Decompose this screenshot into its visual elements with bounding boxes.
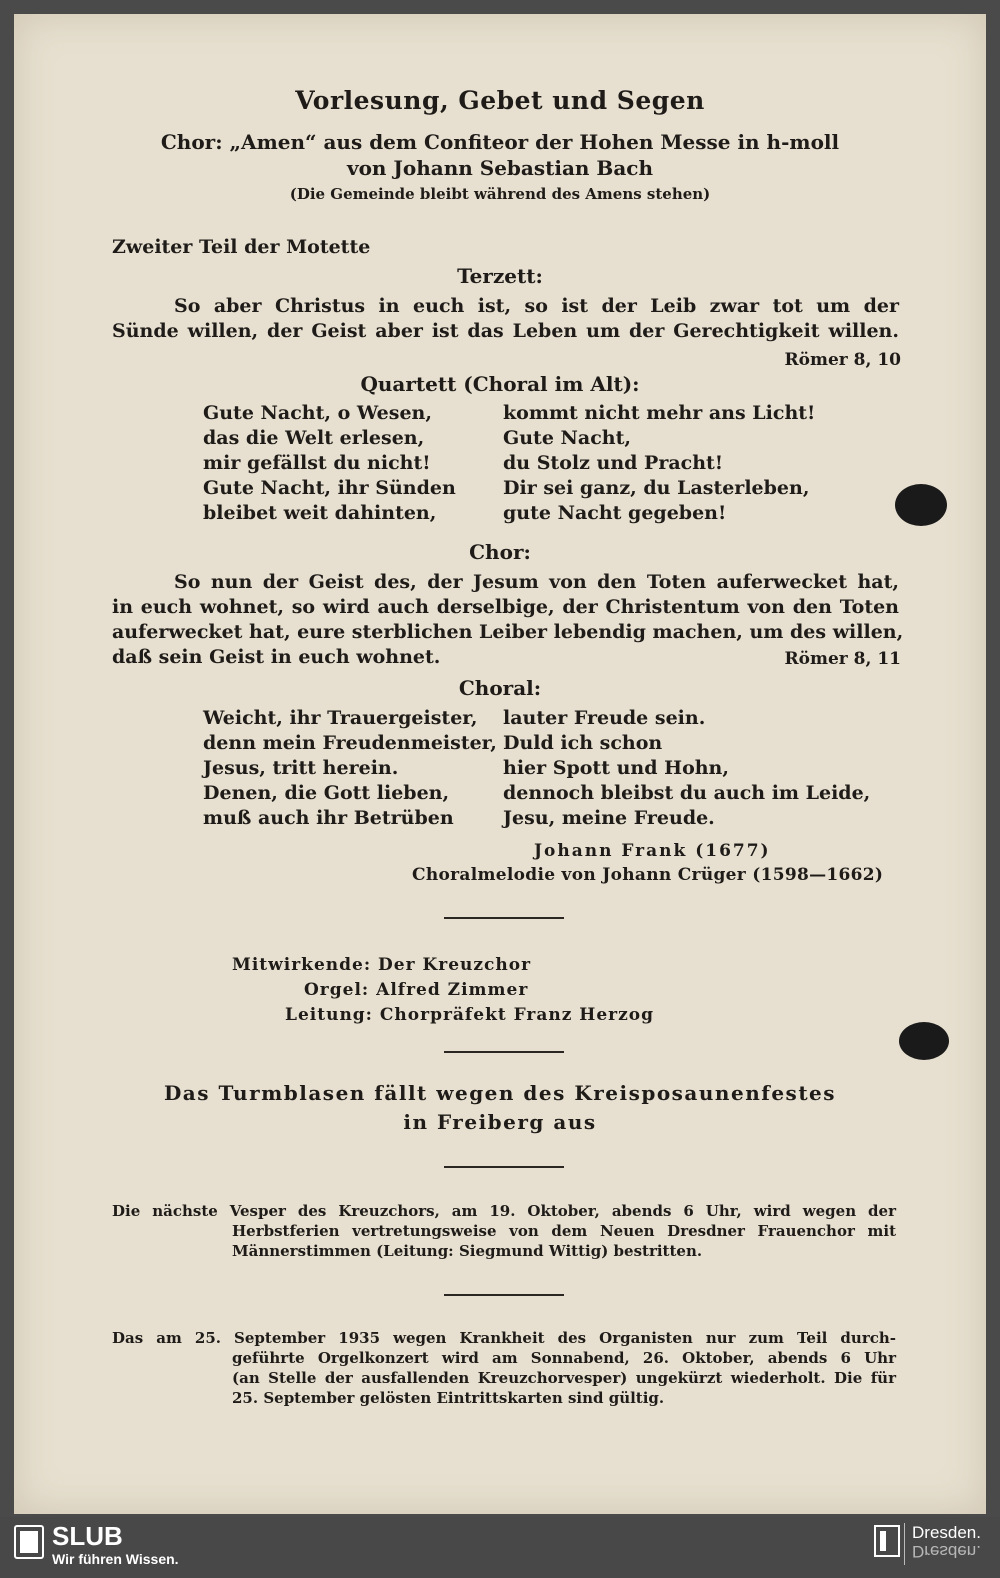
dresden-crest-icon (874, 1525, 900, 1557)
slub-logo-icon[interactable] (14, 1525, 44, 1559)
quartett-left-column (203, 401, 456, 526)
choral-right-column (503, 706, 870, 831)
section-divider (444, 917, 564, 919)
part-title: Zweiter Teil der Motette (112, 236, 371, 258)
section-divider (444, 1051, 564, 1053)
verse-line: dennoch bleibst du auch im Leide, (503, 782, 871, 804)
verse-line: kommt nicht mehr ans Licht! (503, 402, 816, 424)
verse-line: denn mein Freudenmeister, (203, 732, 497, 754)
library-footer (0, 1517, 1000, 1578)
choral-author: Johann Frank (1677) (534, 841, 771, 861)
next-vesper-line: Männerstimmen (Leitung: Siegmund Wittig) bestritten. (232, 1242, 703, 1260)
slub-tagline: Wir führen Wissen. (52, 1551, 179, 1567)
verse-line: gute Nacht gegeben! (503, 502, 727, 524)
credit-value: Der Kreuzchor (378, 955, 532, 975)
verse-line: bleibet weit dahinten, (203, 502, 437, 524)
page-title: Vorlesung, Gebet und Segen (295, 86, 705, 115)
chor-line: So nun der Geist des, der Jesum von den Toten auferwecket hat, (174, 571, 899, 593)
credit-value: Chorpräfekt Franz Herzog (379, 1005, 655, 1025)
credit-label: Leitung: (285, 1005, 373, 1025)
terzett-line: So aber Christus in euch ist, so ist der Leib zwar tot um der (174, 295, 899, 317)
choral-heading: Choral: (458, 676, 542, 700)
organ-concert-line: 25. September gelösten Eintrittskarten sind gültig. (232, 1389, 665, 1407)
verse-line: mir gefällst du nicht! (203, 452, 431, 474)
composer-line: von Johann Sebastian Bach (346, 156, 654, 180)
chor-line: auferwecket hat, eure sterblichen Leiber lebendig machen, um des willen, (112, 621, 904, 643)
credit-organ (304, 980, 528, 1000)
verse-line: lauter Freude sein. (503, 707, 706, 729)
organ-concert-line: Das am 25. September 1935 wegen Krankheit des Organisten nur zum Teil durch- (112, 1329, 896, 1347)
ink-blot (899, 1022, 949, 1060)
dresden-logo[interactable]: Dresden. (912, 1523, 981, 1542)
verse-line: Duld ich schon (503, 732, 663, 754)
verse-line: muß auch ihr Betrüben (203, 807, 454, 829)
credit-value: Alfred Zimmer (376, 980, 529, 1000)
chor-amen-line: Chor: „Amen“ aus dem Confiteor der Hohen Messe in h-moll (160, 130, 840, 154)
chor-reference: Römer 8, 11 (784, 649, 901, 669)
verse-line: Denen, die Gott lieben, (203, 782, 450, 804)
terzett-heading: Terzett: (457, 264, 543, 288)
chor-line: daß sein Geist in euch wohnet. (112, 646, 441, 668)
chor-heading: Chor: (469, 540, 531, 564)
verse-line: Jesus, tritt herein. (203, 757, 399, 779)
verse-line: hier Spott und Hohn, (503, 757, 729, 779)
quartett-right-column (503, 401, 815, 526)
organ-concert-line: geführte Orgelkonzert wird am Sonnabend, 26. Oktober, abends 6 Uhr (232, 1349, 896, 1367)
verse-line: Gute Nacht, (503, 427, 631, 449)
section-divider (444, 1294, 564, 1296)
next-vesper-line: Die nächste Vesper des Kreuzchors, am 19. Oktober, abends 6 Uhr, wird wegen der (112, 1202, 896, 1220)
quartett-heading: Quartett (Choral im Alt): (360, 372, 640, 396)
next-vesper-line: Herbstferien vertretungsweise von dem Neuen Dresdner Frauenchor mit (232, 1222, 896, 1240)
section-divider (444, 1166, 564, 1168)
credit-direction (285, 1005, 654, 1025)
verse-line: Gute Nacht, ihr Sünden (203, 477, 456, 499)
verse-line: Jesu, meine Freude. (503, 807, 715, 829)
notice-line: in Freiberg aus (403, 1110, 597, 1134)
verse-line: das die Welt erlesen, (203, 427, 425, 449)
verse-line: Gute Nacht, o Wesen, (203, 402, 432, 424)
organ-concert-line: (an Stelle der ausfallenden Kreuzchorvesper) ungekürzt wiederholt. Die für (232, 1369, 896, 1387)
terzett-line: Sünde willen, der Geist aber ist das Leben um der Gerechtigkeit willen. (112, 320, 899, 342)
chor-line: in euch wohnet, so wird auch derselbige, der Christentum von den Toten (112, 596, 899, 618)
verse-line: Dir sei ganz, du Lasterleben, (503, 477, 810, 499)
credit-label: Orgel: (304, 980, 370, 1000)
footer-divider (904, 1523, 905, 1565)
verse-line: du Stolz und Pracht! (503, 452, 724, 474)
verse-line: Weicht, ihr Trauergeister, (203, 707, 478, 729)
ink-blot (895, 484, 947, 526)
notice-line: Das Turmblasen fällt wegen des Kreisposaunenfestes (163, 1081, 837, 1105)
terzett-reference: Römer 8, 10 (784, 350, 901, 370)
dresden-logo-reflection: Dresden. (912, 1542, 981, 1561)
choral-left-column (203, 706, 497, 831)
choral-melody: Choralmelodie von Johann Crüger (1598—1662) (412, 865, 884, 885)
credit-performers (232, 955, 531, 975)
congregation-note: (Die Gemeinde bleibt während des Amens stehen) (289, 185, 711, 203)
slub-brand[interactable]: SLUB (52, 1521, 123, 1551)
credit-label: Mitwirkende: (232, 955, 372, 975)
